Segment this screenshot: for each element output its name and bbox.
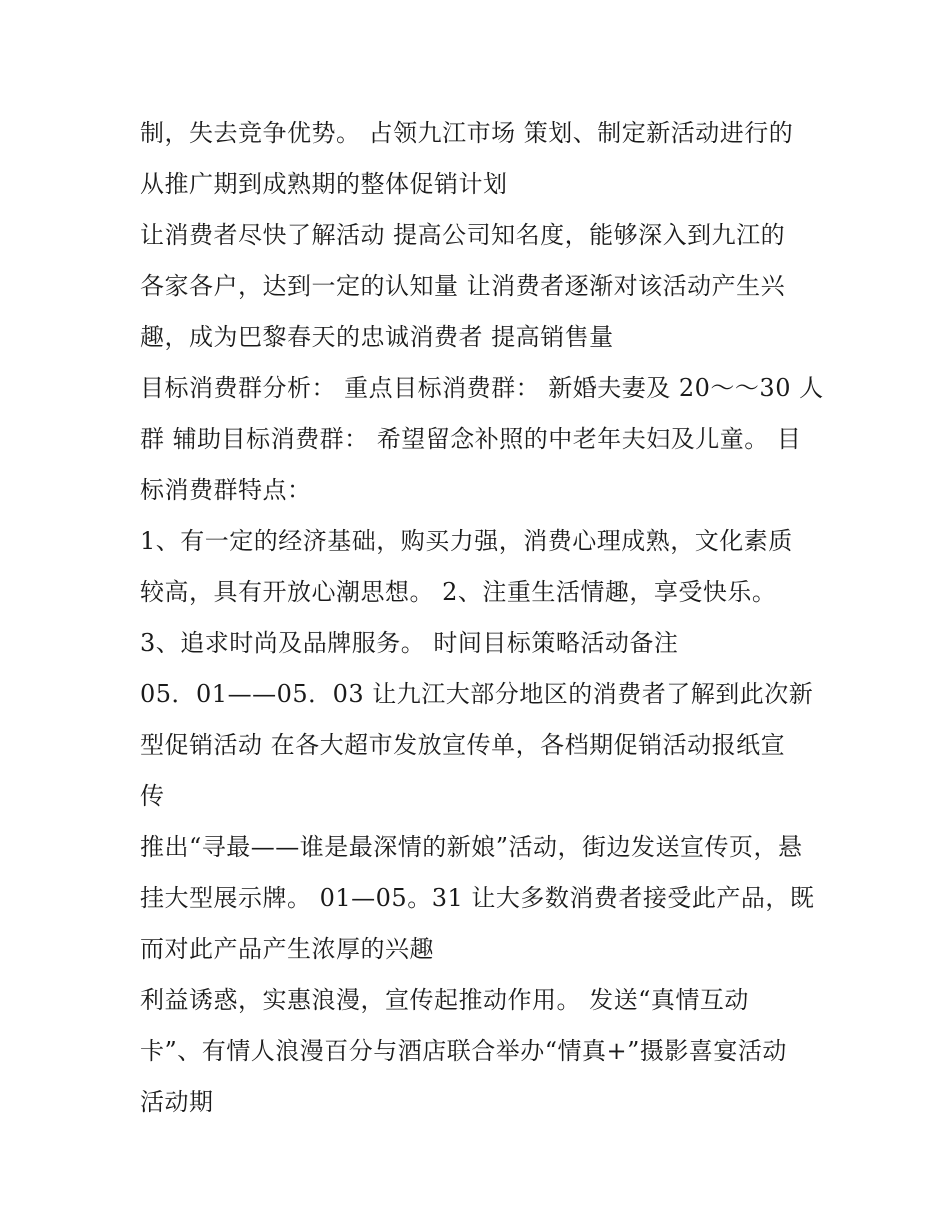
text-line: 各家各户，达到一定的认知量 让消费者逐渐对该活动产生兴 [140,272,786,300]
document-body [140,108,830,1128]
text-line: 群 辅助目标消费群： 希望留念补照的中老年夫妇及儿童。 目 [140,425,802,453]
text-line: 标消费群特点： [140,476,312,504]
text-line: 1、有一定的经济基础，购买力强，消费心理成熟，文化素质 [140,527,793,555]
text-line: 3、追求时尚及品牌服务。 时间目标策略活动备注 [140,629,679,657]
text-line: 挂大型展示牌。 01—05。31 让大多数消费者接受此产品，既 [140,884,815,912]
text-line: 推出“寻最——谁是最深情的新娘”活动，街边发送宣传页，悬 [140,833,803,861]
text-line: 活动期 [140,1088,214,1116]
text-line: 利益诱惑，实惠浪漫，宣传起推动作用。 发送“真情互动 [140,986,749,1014]
text-line: 从推广期到成熟期的整体促销计划 [140,170,508,198]
text-line: 制，失去竞争优势。 占领九江市场 策划、制定新活动进行的 [140,119,794,147]
text-line: 目标消费群分析： 重点目标消费群： 新婚夫妻及 20～～30 人 [140,374,824,402]
text-line: 传 [140,782,165,810]
text-line: 型促销活动 在各大超市发放宣传单，各档期促销活动报纸宣 [140,731,786,759]
text-line: 较高，具有开放心潮思想。 2、注重生活情趣，享受快乐。 [140,578,777,606]
text-line: 卡”、有情人浪漫百分与酒店联合举办“情真+”摄影喜宴活动 [140,1037,787,1065]
text-line: 让消费者尽快了解活动 提高公司知名度，能够深入到九江的 [140,221,786,249]
text-line: 05．01——05．03 让九江大部分地区的消费者了解到此次新 [140,680,814,708]
text-line: 趣，成为巴黎春天的忠诚消费者 提高销售量 [140,323,614,351]
text-line: 而对此产品产生浓厚的兴趣 [140,935,434,963]
